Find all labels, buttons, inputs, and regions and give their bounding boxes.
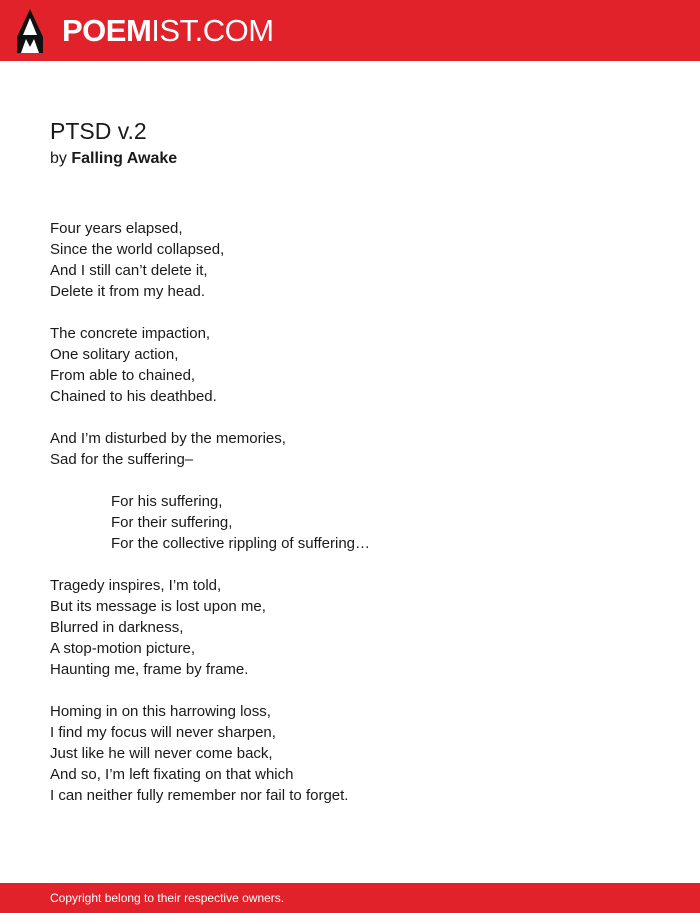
- byline: [50, 149, 177, 169]
- stanza: [50, 701, 670, 806]
- poem-line: Sad for the suffering–: [50, 451, 194, 468]
- poem-line: A stop-motion picture,: [50, 640, 196, 657]
- poem-body: [50, 218, 670, 827]
- poem-line: I can neither fully remember nor fail to forget.: [50, 787, 349, 804]
- stanza: [50, 575, 670, 680]
- site-footer: [0, 883, 700, 913]
- poem-line: Blurred in darkness,: [50, 619, 184, 636]
- poem-line: Tragedy inspires, I’m told,: [50, 577, 222, 594]
- site-header: [0, 0, 700, 61]
- logo-bold-text: POEM: [62, 13, 152, 48]
- poem-line: Since the world collapsed,: [50, 241, 225, 258]
- poem-line: Just like he will never come back,: [50, 745, 273, 762]
- stanza: [50, 323, 670, 407]
- poem-line: Haunting me, frame by frame.: [50, 661, 249, 678]
- poem-line: And I’m disturbed by the memories,: [50, 430, 286, 447]
- poem-line: One solitary action,: [50, 346, 179, 363]
- poem-line: And I still can’t delete it,: [50, 262, 208, 279]
- poem-title: PTSD v.2: [50, 118, 147, 144]
- stanza: [50, 218, 670, 302]
- poem-line: For their suffering,: [111, 514, 233, 531]
- logo-light-text: IST.COM: [151, 13, 274, 48]
- copyright-notice: Copyright belong to their respective owners.: [50, 891, 285, 905]
- poem-line: For his suffering,: [111, 493, 223, 510]
- pen-nib-icon[interactable]: [17, 9, 43, 53]
- poem-line: I find my focus will never sharpen,: [50, 724, 276, 741]
- poem-line: From able to chained,: [50, 367, 196, 384]
- poem-line: But its message is lost upon me,: [50, 598, 266, 615]
- poem-line: Four years elapsed,: [50, 220, 183, 237]
- poem-line: Chained to his deathbed.: [50, 388, 217, 405]
- stanza: [50, 491, 670, 554]
- poem-line: The concrete impaction,: [50, 325, 211, 342]
- poem-line: For the collective rippling of suffering…: [111, 535, 371, 552]
- poem-line: Homing in on this harrowing loss,: [50, 703, 271, 720]
- stanza: [50, 428, 670, 470]
- by-prefix: by: [50, 150, 67, 167]
- site-logo[interactable]: [62, 13, 274, 49]
- poem-line: And so, I’m left fixating on that which: [50, 766, 294, 783]
- author-name: Falling Awake: [71, 150, 178, 167]
- poem-line: Delete it from my head.: [50, 283, 206, 300]
